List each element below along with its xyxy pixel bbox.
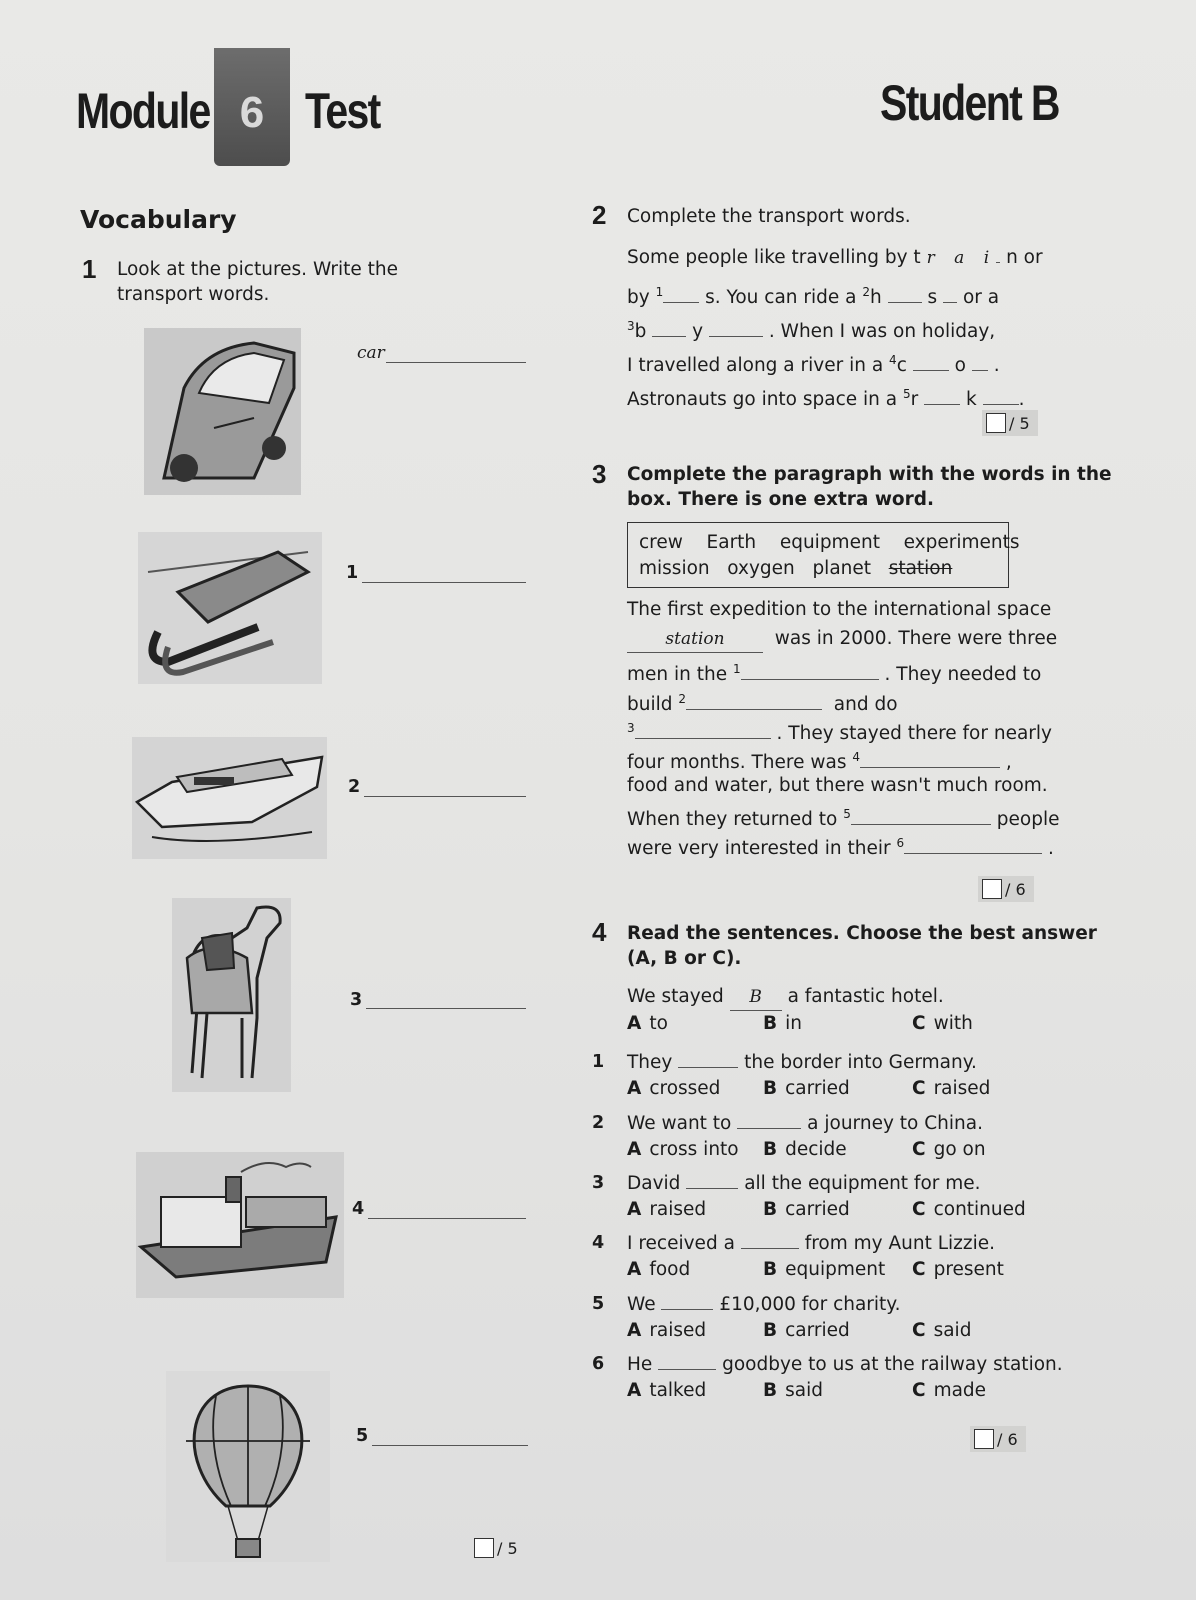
- module-number: 6: [239, 88, 265, 137]
- q4-option-b[interactable]: B said: [763, 1380, 823, 1401]
- question-instruction: Read the sentences. Choose the best answer (A, B or C).: [627, 923, 1097, 969]
- q4-sentence: We £10,000 for charity.: [627, 1294, 901, 1315]
- module-word: Module: [76, 83, 210, 139]
- q2-line-4: I travelled along a river in a $^4$c o .: [627, 353, 1000, 376]
- q4-option-c[interactable]: C said: [912, 1320, 972, 1341]
- q3-line-1: The first expedition to the international space: [627, 599, 1052, 620]
- q4-option-c[interactable]: C raised: [912, 1078, 991, 1099]
- hot-air-balloon-icon: [166, 1371, 330, 1562]
- q2-line-1: Some people like travelling by t r a i n or: [627, 247, 1043, 268]
- example-answer: car: [357, 343, 385, 363]
- score-box-q1[interactable]: / 5: [474, 1538, 518, 1558]
- item-number: 3: [592, 1173, 605, 1193]
- question-number: 3: [592, 459, 607, 489]
- question-number: 2: [592, 200, 607, 230]
- q4-example-option: B in: [763, 1013, 802, 1034]
- item-number: 4: [352, 1199, 365, 1219]
- q4-option-a[interactable]: A raised: [627, 1320, 707, 1341]
- q4-sentence: David all the equipment for me.: [627, 1173, 981, 1194]
- q4-option-a[interactable]: A cross into: [627, 1139, 739, 1160]
- test-word: Test: [305, 83, 380, 139]
- q2-line-3: $^3$b y . When I was on holiday,: [627, 319, 996, 342]
- q4-sentence: I received a from my Aunt Lizzie.: [627, 1233, 995, 1254]
- car-icon: [144, 328, 301, 495]
- q4-example-sentence: We stayed B a fantastic hotel.: [627, 984, 944, 1011]
- answer-line: [386, 362, 526, 363]
- q3-line-6: four months. There was $^4$ ,: [627, 750, 1012, 773]
- answer-field-5[interactable]: [372, 1445, 528, 1446]
- q3-line-8: When they returned to $^5$ people: [627, 807, 1060, 830]
- item-number: 4: [592, 1233, 605, 1253]
- q4-option-b[interactable]: B decide: [763, 1139, 847, 1160]
- score-box-q2[interactable]: / 5: [982, 410, 1038, 436]
- q2-line-5: Astronauts go into space in a $^5$r k .: [627, 387, 1025, 410]
- question-instruction: Complete the transport words.: [627, 206, 911, 227]
- answer-field-1[interactable]: [362, 582, 526, 583]
- score-box-q4[interactable]: / 6: [970, 1426, 1026, 1452]
- q4-sentence: They the border into Germany.: [627, 1052, 977, 1073]
- question-number: 1: [82, 254, 97, 284]
- q4-option-b[interactable]: B equipment: [763, 1259, 886, 1280]
- answer-field-4[interactable]: [368, 1218, 526, 1219]
- answer-field-2[interactable]: [364, 796, 526, 797]
- q4-option-c[interactable]: C continued: [912, 1199, 1026, 1220]
- q4-example-option: C with: [912, 1013, 973, 1034]
- item-number: 6: [592, 1354, 605, 1374]
- sledge-icon: [138, 532, 322, 684]
- item-number: 5: [592, 1294, 605, 1314]
- q3-line-9: were very interested in their $^6$ .: [627, 836, 1054, 859]
- word-box-row-2: mission oxygen planet station: [639, 558, 953, 579]
- item-number: 3: [350, 990, 363, 1010]
- ship-icon: [136, 1152, 344, 1298]
- motorboat-icon: [132, 737, 327, 859]
- q4-option-b[interactable]: B carried: [763, 1199, 850, 1220]
- q3-line-5: $^3$ . They stayed there for nearly: [627, 721, 1052, 744]
- answer-field-3[interactable]: [366, 1008, 526, 1009]
- q4-sentence: He goodbye to us at the railway station.: [627, 1354, 1063, 1375]
- camel-icon: [172, 898, 291, 1092]
- struck-word: station: [888, 558, 953, 579]
- item-number: 1: [592, 1052, 605, 1072]
- q3-line-3: men in the $^1$ . They needed to: [627, 662, 1042, 685]
- word-box-row-1: crew Earth equipment experiments: [639, 532, 1020, 553]
- question-instruction: Look at the pictures. Write the transport words.: [117, 259, 399, 305]
- item-number: 1: [346, 563, 359, 583]
- q3-line-4: build $^2$ and do: [627, 692, 898, 715]
- question-instruction: Complete the paragraph with the words in the box. There is one extra word.: [627, 464, 1112, 510]
- q4-option-a[interactable]: A food: [627, 1259, 691, 1280]
- q3-line-2: station was in 2000. There were three: [627, 626, 1057, 653]
- q2-line-2: by $^1$ s. You can ride a $^2$h s or a: [627, 285, 1000, 308]
- q4-option-c[interactable]: C go on: [912, 1139, 986, 1160]
- q3-line-7: food and water, but there wasn't much room.: [627, 775, 1048, 796]
- section-title: Vocabulary: [80, 205, 237, 234]
- student-label: Student B: [880, 75, 1059, 131]
- q4-option-c[interactable]: C made: [912, 1380, 987, 1401]
- q4-option-a[interactable]: A raised: [627, 1199, 707, 1220]
- q4-sentence: We want to a journey to China.: [627, 1113, 983, 1134]
- q4-option-a[interactable]: A crossed: [627, 1078, 721, 1099]
- item-number: 5: [356, 1426, 369, 1446]
- q4-option-c[interactable]: C present: [912, 1259, 1004, 1280]
- question-number: 4: [592, 917, 607, 947]
- q4-option-b[interactable]: B carried: [763, 1078, 850, 1099]
- item-number: 2: [348, 777, 361, 797]
- q4-option-b[interactable]: B carried: [763, 1320, 850, 1341]
- item-number: 2: [592, 1113, 605, 1133]
- q4-example-option: A to: [627, 1013, 668, 1034]
- q4-option-a[interactable]: A talked: [627, 1380, 707, 1401]
- score-box-q3[interactable]: / 6: [978, 876, 1034, 902]
